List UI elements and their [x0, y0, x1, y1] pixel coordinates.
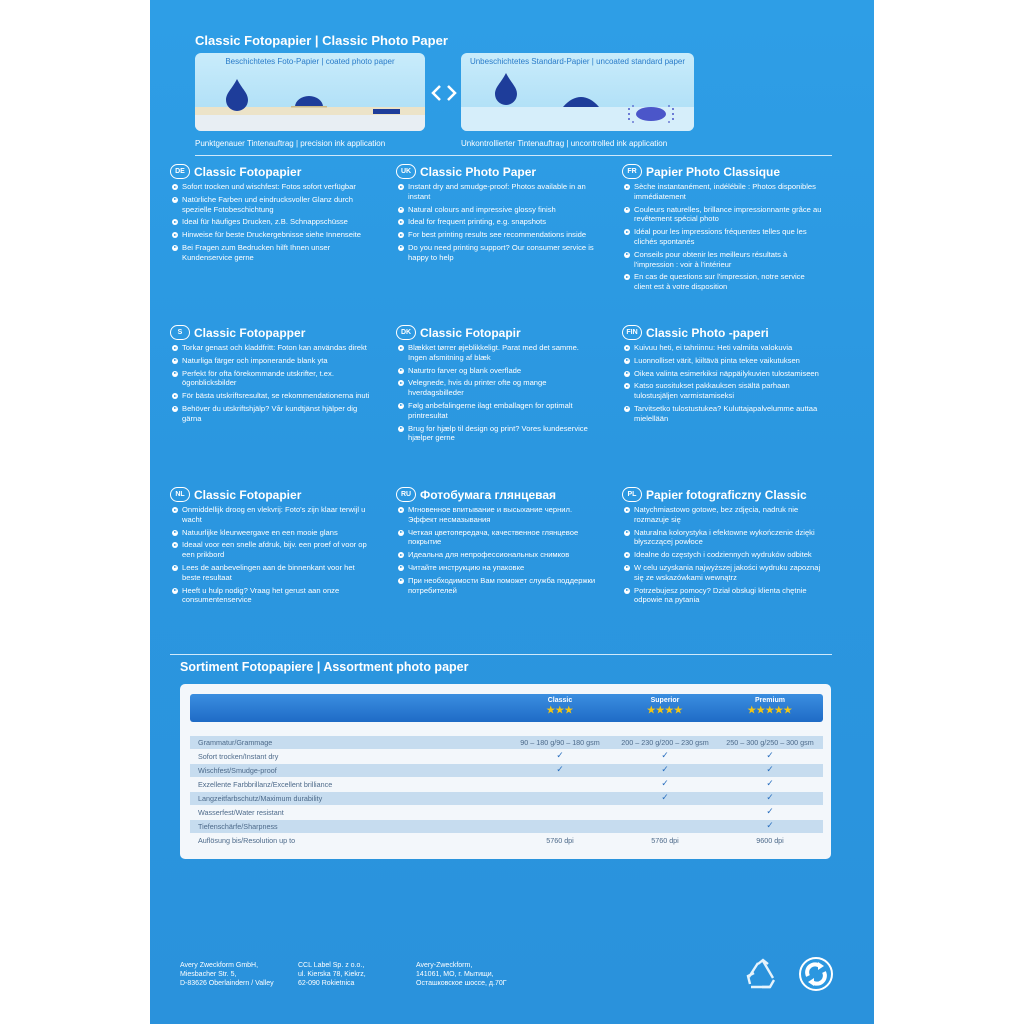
- ink-drop-icon: [495, 73, 517, 105]
- list-item: Torkar genast och kladdfritt: Foton kan användas direkt: [170, 343, 370, 353]
- list-item: Brug for hjælp til design og print? Vores kundeservice hjælper gerne: [396, 424, 596, 444]
- lang-badge: RU: [396, 487, 416, 502]
- list-item: Perfekt för ofta förekommande utskrifter, t.ex. ögonblicksbilder: [170, 369, 370, 389]
- section-s: [170, 325, 370, 427]
- list-item: Natuurlijke kleurweergave en een mooie glans: [170, 528, 370, 538]
- lang-badge: FR: [622, 164, 642, 179]
- list-item: Naturtro farver og blank overflade: [396, 366, 596, 376]
- address-avery-de: Avery Zweckform GmbH, Miesbacher Str. 5, D-83626 Oberlaindern / Valley: [180, 962, 274, 987]
- lang-badge: DK: [396, 325, 416, 340]
- section-fr: [622, 164, 822, 295]
- list-item: Natural colours and impressive glossy finish: [396, 205, 596, 215]
- uncoated-ink-illustration: [461, 53, 694, 131]
- list-item: Naturliga färger och imponerande blank yta: [170, 356, 370, 366]
- star-rating-icon: ★★★★: [646, 705, 684, 716]
- list-item: Couleurs naturelles, brillance impressionnante grâce au revêtement spécial photo: [622, 205, 822, 225]
- section-title: Classic Fotopapper: [194, 325, 306, 340]
- ink-dot-icon: [295, 96, 323, 107]
- list-item: Мгновенное впитывание и высыхание чернил. Эффект несмазывания: [396, 505, 596, 525]
- section-fin: [622, 325, 822, 427]
- coated-caption: Punktgenauer Tintenauftrag | precision ink application: [195, 139, 386, 148]
- list-item: Oikea valinta esimerkiksi näppäilykuvien tulostamiseen: [622, 369, 822, 379]
- section-dk: [396, 325, 596, 446]
- list-item: Katso suositukset pakkauksen sisältä parhaan tulostusjäljen varmistamiseksi: [622, 381, 822, 401]
- list-item: Ideal for frequent printing, e.g. snapshots: [396, 217, 596, 227]
- level-superior: Superior ★★★★: [620, 697, 710, 716]
- lang-badge: FIN: [622, 325, 642, 340]
- list-item: Do you need printing support? Our consumer service is happy to help: [396, 243, 596, 263]
- list-item: Ideaal voor een snelle afdruk, bijv. een proef of voor op een prikbord: [170, 540, 370, 560]
- list-item: Kuivuu heti, ei tahriinnu: Heti valmiita valokuvia: [622, 343, 822, 353]
- table-row: Exzellente Farbbrillanz/Excellent brilliance ✓ ✓: [198, 778, 774, 789]
- assortment-divider: [170, 654, 832, 655]
- list-item: Onmiddellijk droog en vlekvrij: Foto's zijn klaar terwijl u wacht: [170, 505, 370, 525]
- list-item: For best printing results see recommendations inside: [396, 230, 596, 240]
- table-row: Langzeitfarbschutz/Maximum durability ✓ ✓: [190, 792, 823, 805]
- list-item: Natürliche Farben und eindrucksvoller Glanz durch spezielle Fotobeschichtung: [170, 195, 370, 215]
- section-title: Classic Fotopapir: [420, 325, 521, 340]
- list-item: Idéal pour les impressions fréquentes telles que les clichés spontanés: [622, 227, 822, 247]
- level-classic: Classic ★★★: [515, 697, 605, 716]
- section-title: Classic Photo -paperi: [646, 325, 769, 340]
- list-item: При необходимости Вам поможет служба поддержки потребителей: [396, 576, 596, 596]
- table-row: Tiefenschärfe/Sharpness ✓: [190, 820, 823, 833]
- star-rating-icon: ★★★★★: [747, 705, 793, 716]
- lang-badge: NL: [170, 487, 190, 502]
- coated-paper-label: Beschichtetes Foto-Papier | coated photo paper: [225, 57, 395, 66]
- table-row: Sofort trocken/Instant dry ✓ ✓ ✓: [198, 750, 774, 761]
- list-item: Instant dry and smudge-proof: Photos available in an instant: [396, 182, 596, 202]
- section-title: Classic Fotopapier: [194, 487, 302, 502]
- address-ccl-pl: CCL Label Sp. z o.o., ul. Kierska 78, Kiekrz, 62-090 Rokietnica: [298, 962, 366, 987]
- lang-badge: DE: [170, 164, 190, 179]
- list-item: Четкая цветопередача, качественное глянцевое покрытие: [396, 528, 596, 548]
- table-row: Wasserfest/Water resistant ✓: [198, 806, 774, 817]
- list-item: En cas de questions sur l'impression, notre service client est à votre disposition: [622, 272, 822, 292]
- section-title: Papier Photo Classique: [646, 164, 781, 179]
- section-nl: [170, 487, 370, 608]
- coated-paper-panel: [195, 53, 425, 131]
- uncoated-paper-panel: [461, 53, 694, 131]
- list-item: Conseils pour obtenir les meilleurs résultats à l'impression : voir à l'intérieur: [622, 250, 822, 270]
- section-de: [170, 164, 370, 266]
- list-item: Behöver du utskriftshjälp? Vår kundtjänst hjälper dig gärna: [170, 404, 370, 424]
- section-title: Classic Photo Paper: [420, 164, 537, 179]
- list-item: Tarvitsetko tulostustukea? Kuluttajapalvelumme auttaa mielellään: [622, 404, 822, 424]
- product-back-sheet: [150, 0, 874, 1024]
- section-title: Papier fotograficzny Classic: [646, 487, 807, 502]
- section-title: Фотобумага глянцевая: [420, 487, 557, 502]
- list-item: Luonnolliset värit, kiiltävä pinta tekee vaikutuksen: [622, 356, 822, 366]
- address-avery-ru: Avery-Zweckform, 141061, МО, г. Мытищи, Осташковское шоссе, д.70Г: [416, 962, 507, 987]
- coated-ink-illustration: [195, 53, 425, 131]
- section-title: Classic Fotopapier: [194, 164, 302, 179]
- table-row: Grammatur/Grammage 90 – 180 g/90 – 180 gsm 200 – 230 g/200 – 230 gsm 250 – 300 g/250 – 300 gsm: [190, 736, 823, 749]
- list-item: Følg anbefalingerne ilagt emballagen for optimalt printresultat: [396, 401, 596, 421]
- list-item: Potrzebujesz pomocy? Dział obsługi klienta chętnie odpowie na pytania: [622, 586, 822, 606]
- green-dot-icon: [798, 956, 834, 992]
- list-item: Natychmiastowo gotowe, bez zdjęcia, nadruk nie rozmazuje się: [622, 505, 822, 525]
- list-item: Velegnede, hvis du printer ofte og mange hverdagsbilleder: [396, 378, 596, 398]
- comparison-arrows-icon: [430, 83, 458, 103]
- list-item: Sofort trocken und wischfest: Fotos sofort verfügbar: [170, 182, 370, 192]
- assortment-title: Sortiment Fotopapiere | Assortment photo paper: [180, 660, 469, 674]
- recycle-icon: [746, 958, 780, 990]
- list-item: För bästa utskriftsresultat, se rekommendationerna inuti: [170, 391, 370, 401]
- list-item: Idealne do częstych i codziennych wydruków odbitek: [622, 550, 822, 560]
- list-item: Blækket tørrer øjeblikkeligt. Parat med det samme. Ingen afsmitning af blæk: [396, 343, 596, 363]
- table-row: Auflösung bis/Resolution up to 5760 dpi 5760 dpi 9600 dpi: [198, 836, 784, 845]
- header-divider: [195, 155, 832, 156]
- list-item: Идеальна для непрофессиональных снимков: [396, 550, 596, 560]
- header-title: Classic Fotopapier | Classic Photo Paper: [195, 33, 448, 48]
- list-item: Lees de aanbevelingen aan de binnenkant voor het beste resultaat: [170, 563, 370, 583]
- section-ru: [396, 487, 596, 598]
- list-item: Naturalna kolorystyka i efektowne wykończenie dzięki błyszczącej powłoce: [622, 528, 822, 548]
- lang-badge: S: [170, 325, 190, 340]
- table-header: [190, 694, 823, 722]
- ink-bleed-icon: [636, 107, 666, 121]
- uncoated-paper-label: Unbeschichtetes Standard-Papier | uncoated standard paper: [469, 57, 686, 66]
- list-item: Heeft u hulp nodig? Vraag het gerust aan onze consumentenservice: [170, 586, 370, 606]
- uncoated-caption: Unkontrollierter Tintenauftrag | uncontrolled ink application: [461, 139, 668, 148]
- list-item: Sèche instantanément, indélébile : Photos disponibles immédiatement: [622, 182, 822, 202]
- star-rating-icon: ★★★: [546, 705, 574, 716]
- lang-badge: UK: [396, 164, 416, 179]
- list-item: Hinweise für beste Druckergebnisse siehe Innenseite: [170, 230, 370, 240]
- ink-drop-icon: [226, 79, 248, 111]
- list-item: Bei Fragen zum Bedrucken hilft Ihnen unser Kundenservice gerne: [170, 243, 370, 263]
- list-item: W celu uzyskania najwyższej jakości wydruku zapoznaj się ze wskazówkami wewnątrz: [622, 563, 822, 583]
- assortment-table: [180, 684, 831, 859]
- lang-badge: PL: [622, 487, 642, 502]
- level-premium: Premium ★★★★★: [725, 697, 815, 716]
- list-item: Читайте инструкцию на упаковке: [396, 563, 596, 573]
- ink-spread-icon: [563, 97, 599, 107]
- table-row: Wischfest/Smudge-proof ✓ ✓ ✓: [190, 764, 823, 777]
- section-uk: [396, 164, 596, 266]
- section-pl: [622, 487, 822, 608]
- list-item: Ideal für häufiges Drucken, z.B. Schnappschüsse: [170, 217, 370, 227]
